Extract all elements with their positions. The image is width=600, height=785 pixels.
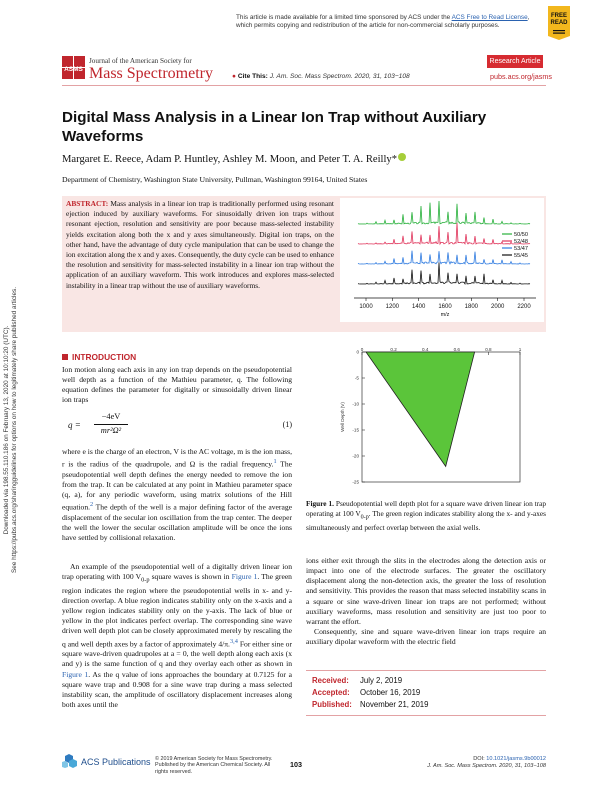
figure-1-x-tick-label: 0.8: [485, 347, 492, 352]
toc-x-label: m/z: [440, 312, 450, 318]
date-value: November 21, 2019: [360, 700, 429, 709]
toc-x-tick-label: 2200: [517, 304, 531, 310]
article-title: Digital Mass Analysis in a Linear Ion Trap without Auxiliary Waveforms: [62, 109, 487, 145]
doi-link[interactable]: 10.1021/jasms.9b00012: [486, 756, 546, 762]
journal-mark: ASMS: [64, 66, 83, 73]
section-square-icon: [62, 354, 68, 360]
figure-1-x-tick-label: 0.4: [422, 347, 429, 352]
cite-label: Cite This:: [237, 73, 268, 80]
cite-this[interactable]: [232, 73, 410, 80]
p2-text-a: where e is the charge of an electron, V is the AC voltage, m is the ion mass, r is the radius of the quadrupole, and Ω is the radial frequency.: [62, 447, 292, 469]
toc-x-tick-label: 1400: [411, 304, 426, 310]
figure-1-y-tick-label: -25: [352, 479, 359, 485]
license-text-1: This article is made available for a limited time sponsored by ACS under the: [236, 14, 452, 21]
date-label: Accepted:: [312, 688, 350, 697]
figure-1-y-tick-label: -10: [352, 401, 359, 407]
equation-denominator: mr²Ω²: [100, 426, 122, 435]
figure-1-x-tick-label: 0.6: [453, 347, 460, 352]
intro-paragraph-2: [62, 447, 292, 543]
p3-text-b: square waves is shown in: [149, 572, 232, 582]
p3-text-e: For either sine or square wave-driven quadrupoles at a = 0, the well depth along each axis (x and y) is the same function of q and they overlay each other as shown in: [62, 639, 292, 669]
toc-x-tick-label: 1600: [438, 304, 452, 310]
date-received: [312, 676, 402, 685]
toc-x-tick-label: 1000: [359, 304, 373, 310]
equation-fraction-bar: [94, 424, 128, 425]
page-number: 103: [290, 760, 302, 769]
equation-numerator: −4eV: [101, 412, 121, 421]
author-names: Margaret E. Reece, Adam P. Huntley, Ashley M. Moon, and Peter T. A. Reilly*: [62, 154, 398, 165]
watermark-line-2: See https://pubs.acs.org/sharingguidelines for options on how to legitimately share published articles.: [11, 287, 19, 573]
ref-3-4[interactable]: 3,4: [229, 637, 238, 645]
toc-spectra-chart: [340, 198, 544, 322]
abstract-body: Mass analysis in a linear ion trap is traditionally performed using resonant ejection induced by auxiliary waveforms. For sinusoidally driven ion traps without resonant ejection, resolution and sensitivity are poor because mass-selected instability yields excitation along both the x and y axes simultaneously. Digital ion traps, on the other hand, have the advantage of duty cycle manipulation that can be used to change the ion excitation along the x and y axes. Consequently, the duty cycle can be used to enhance the resolution and sensitivity for mass-selected instability in a linear ion trap without the application of an auxiliary waveform. This work introduces and explores mass-selected instability in a linear trap without the use of auxiliary waveforms.: [66, 199, 334, 290]
date-label: Received:: [312, 676, 349, 685]
figure-1-x-tick-label: 0: [360, 347, 364, 352]
journal-name: Mass Spectrometry: [89, 65, 213, 82]
figure-1-y-tick-label: -5: [354, 375, 359, 381]
figure-1-x-tick-label: 1: [518, 347, 522, 352]
article-type-badge: Research Article: [487, 55, 543, 68]
toc-legend-label: 50/50: [514, 232, 528, 238]
toc-legend-label: 52/48: [514, 239, 528, 245]
figure-1-caption: [306, 499, 546, 532]
equation-lhs: q =: [68, 420, 81, 430]
caption-label: Figure 1.: [306, 499, 334, 508]
date-label: Published:: [312, 700, 352, 709]
toc-x-tick-label: 1800: [464, 304, 479, 310]
figure-1-well-depth-plot: [306, 346, 546, 494]
figure-1-link[interactable]: Figure 1: [231, 572, 258, 582]
license-notice: [236, 14, 536, 30]
p3-text-f: . As the q value of ions approaches the boundary at 0.7125 for a square wave trap and 0.908 for a sine wave trap during a mass selected instability scan, the amplitude of oscillatory displacement increases along both axes until the: [62, 669, 292, 710]
date-value: July 2, 2019: [360, 676, 403, 685]
journal-small-title: Journal of the American Society for: [89, 57, 192, 65]
p2-text-c: The pseudopotential well depth defines the energy needed to remove the ion from the trap. It can be calculated at any point in Mathieu parameter space (q, a), for any periodic waveform, using matrix solutions of the Hill equation.: [62, 459, 292, 512]
footer-doi: [388, 756, 546, 770]
license-link[interactable]: ACS Free to Read License: [451, 14, 528, 21]
toc-x-tick-label: 1200: [385, 304, 400, 310]
figure-1-link-2[interactable]: Figure 1: [62, 669, 89, 679]
journal-url[interactable]: pubs.acs.org/jasms: [490, 72, 552, 81]
toc-x-tick-label: 2000: [490, 304, 505, 310]
toc-legend-label: 53/47: [514, 246, 528, 252]
figure-1-x-tick-label: 0.2: [390, 347, 397, 352]
p3-text-c: . The green region indicates the region where the pseudopotential wells in x- and y-direction overlap. A blue region indicates stability only on the x-axis and a yellow region indicates stability only on the y-axis. The lack of blue or yellow in the plot indicates perfect overlap. The corresponding sine wave driven well depth plot can be closely approximated merely by rescaling the q and well depth axes by a factor of approximately 4/π.: [62, 572, 292, 649]
figure-1-y-tick-label: -15: [352, 427, 359, 433]
figure-1-y-label: Well Depth (V): [340, 402, 345, 432]
stability-region: [366, 352, 475, 466]
watermark-line-1: Downloaded via 198.55.110.186 on February 13, 2020 at 10:10:20 (UTC).: [3, 325, 10, 535]
doi-label: DOI:: [473, 756, 487, 762]
p3-text-a: An example of the pseudopotential well of a digitally driven linear ion trap operating with 100 V: [62, 562, 292, 582]
acs-hexagon-icon: [62, 754, 77, 768]
publication-dates: [306, 670, 546, 718]
equation-1: [62, 412, 292, 438]
section-heading-text: INTRODUCTION: [72, 352, 137, 362]
header-divider: [62, 85, 546, 86]
p3-subscript: 0-p: [141, 576, 150, 584]
intro-paragraph-3: [62, 562, 292, 710]
caption-text-2: . The green region indicates stability along the x- and y-axes simultaneously and perfect overlap between the axial wells.: [306, 508, 546, 532]
abstract: [66, 199, 334, 291]
figure-1-y-tick-label: -20: [352, 453, 359, 459]
equation-number: (1): [282, 420, 292, 429]
cite-text: J. Am. Soc. Mass Spectrom. 2020, 31, 103−108: [269, 73, 410, 80]
free-to-read-badge: [548, 6, 570, 40]
badge-read-text: READ: [550, 20, 568, 26]
cite-icon: ●: [232, 73, 236, 80]
abstract-label: ABSTRACT:: [66, 199, 109, 208]
publisher-name: ACS Publications: [81, 757, 151, 767]
date-value: October 16, 2019: [360, 688, 421, 697]
right-paragraph-2: Consequently, sine and square wave-driven linear ion traps require an auxiliary dipolar waveform with the electric field: [306, 627, 546, 647]
figure-1-y-tick-label: 0: [356, 349, 359, 355]
ref-2[interactable]: 2: [90, 501, 94, 509]
badge-free-text: FREE: [550, 13, 568, 19]
dates-top-rule: [306, 670, 546, 671]
orcid-icon[interactable]: [398, 153, 406, 161]
ref-1[interactable]: 1: [273, 458, 277, 466]
license-text-2: , which permits copying and redistribution of the article for non-commercial scholarly purposes.: [236, 14, 530, 29]
right-paragraph-1: ions either exit through the slits in the electrodes along the detection axis or impact into one of the electrode surfaces. The greater the oscillatory displacement along the non-detection axis, the greater the loss of resolution and sensitivity. This provides the reason that mass selected instability scans in a square or sine wave-driven linear ion traps are not performed; without auxiliary waveforms, mass resolution and sensitivity are just too poor to warrant the effort.: [306, 556, 546, 626]
acs-publications-logo[interactable]: [62, 752, 162, 770]
caption-subscript: 0-p: [360, 514, 369, 521]
download-watermark: [3, 260, 19, 610]
footer-copyright: © 2019 American Society for Mass Spectrometry. Published by the American Chemical Society. All rights reserved.: [155, 756, 273, 775]
author-list: [62, 153, 406, 165]
date-accepted: [312, 688, 420, 697]
intro-paragraph-1: Ion motion along each axis in any ion trap depends on the pseudopotential well depth as a function of the Mathieu parameter, q. The following equation defines the parameter for digitally or sinusoidally driven linear ion traps: [62, 365, 292, 405]
footer-citation: J. Am. Soc. Mass Spectrom. 2020, 31, 103−108: [427, 763, 546, 769]
affiliation: Department of Chemistry, Washington State University, Pullman, Washington 99164, United States: [62, 175, 368, 184]
section-heading-introduction: [62, 352, 136, 362]
date-published: [312, 700, 428, 709]
caption-text: Pseudopotential well depth plot for a square wave driven linear ion trap operating at 100 V: [306, 499, 546, 518]
toc-legend-label: 55/45: [514, 253, 528, 259]
p2-text-e: The depth of the well is a major defining factor of the average displacement of the secular ion oscillation from the trap center. The deeper the well the lower the secular oscillation amplitude will be once the ions have settled by collisional relaxation.: [62, 502, 292, 543]
dates-bottom-rule: [306, 715, 546, 716]
